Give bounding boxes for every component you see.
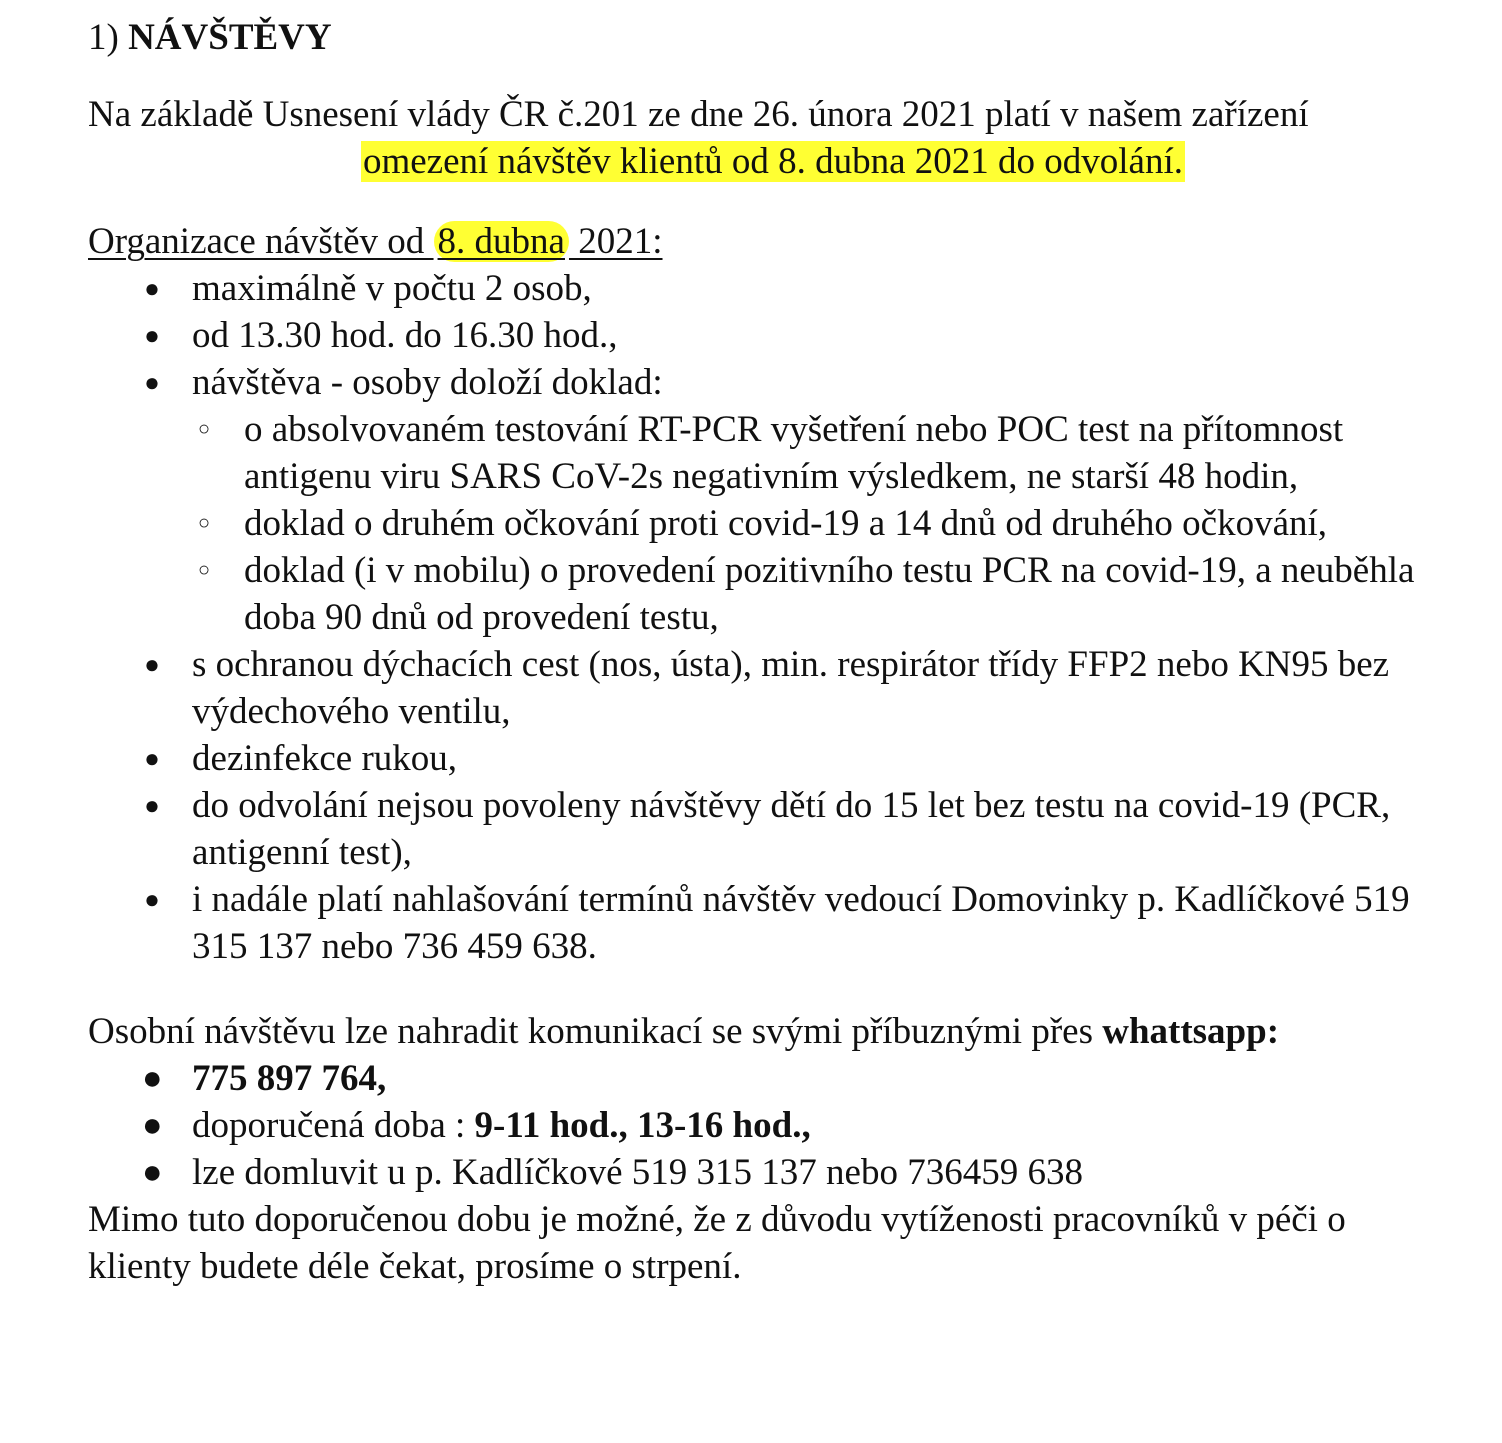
bullet-icon: ● (144, 321, 160, 350)
bullet-icon: ● (144, 744, 160, 773)
bullet-icon: ● (144, 274, 160, 303)
proof-sublist (192, 406, 1418, 641)
circle-bullet-icon: ○ (197, 512, 211, 534)
organization-suffix: 2021: (568, 221, 663, 262)
whatsapp-number: 775 897 764, (192, 1058, 387, 1099)
rule-text: i nadále platí nahlašování termínů návštěv vedoucí Domovinky p. Kadlíčkové 519 315 137 nebo 736 459 638. (192, 879, 1410, 967)
section-number: 1) (88, 17, 129, 58)
list-item (88, 312, 1418, 359)
recommended-time-label: doporučená doba : (192, 1105, 475, 1146)
list-item (192, 500, 1418, 547)
whatsapp-list (88, 1055, 1418, 1196)
bullet-icon: ● (144, 650, 160, 679)
list-item (88, 876, 1418, 970)
bullet-icon: ● (144, 791, 160, 820)
circle-bullet-icon: ○ (197, 418, 211, 440)
list-item (88, 265, 1418, 312)
list-item (88, 782, 1418, 876)
whatsapp-label: whattsapp: (1102, 1011, 1280, 1052)
document-page (88, 14, 1418, 1290)
list-item (88, 359, 1418, 641)
rule-text: návštěva - osoby doloží doklad: (192, 362, 663, 403)
recommended-time-value: 9-11 hod., 13-16 hod., (474, 1105, 811, 1146)
visit-rules-list (88, 265, 1418, 970)
section-heading (88, 14, 1418, 61)
arrange-text: lze domluvit u p. Kadlíčkové 519 315 137 nebo 736459 638 (192, 1152, 1083, 1193)
list-item (88, 1149, 1418, 1196)
rule-text: dezinfekce rukou, (192, 738, 458, 779)
proof-text: doklad (i v mobilu) o provedení pozitivního testu PCR na covid-19, a neuběhla doba 90 dnů od provedení testu, (244, 550, 1415, 638)
bullet-icon: ● (142, 1107, 163, 1144)
bullet-icon: ● (144, 885, 160, 914)
list-item (88, 1102, 1418, 1149)
bullet-icon: ● (142, 1154, 163, 1191)
list-item (88, 1055, 1418, 1102)
rule-text: maximálně v počtu 2 osob, (192, 268, 592, 309)
rule-text: od 13.30 hod. do 16.30 hod., (192, 315, 618, 356)
restriction-highlight: omezení návštěv klientů od 8. dubna 2021 do odvolání. (362, 141, 1184, 182)
list-item (192, 547, 1418, 641)
proof-text: o absolvovaném testování RT-PCR vyšetření nebo POC test na přítomnost antigenu viru SARS CoV-2s negativním výsledkem, ne starší 48 hodin, (244, 409, 1344, 497)
list-item (88, 641, 1418, 735)
list-item (88, 735, 1418, 782)
intro-highlight-line (88, 138, 1418, 185)
organization-date-highlight: 8. dubna (434, 221, 569, 262)
whatsapp-intro: Osobní návštěvu lze nahradit komunikací se svými příbuznými přes (88, 1011, 1103, 1052)
organization-heading (88, 218, 1418, 265)
bullet-icon: ● (144, 368, 160, 397)
circle-bullet-icon: ○ (197, 559, 211, 581)
intro-paragraph: Na základě Usnesení vlády ČR č.201 ze dne 26. února 2021 platí v našem zařízení (88, 94, 1309, 135)
whatsapp-paragraph (88, 1008, 1418, 1055)
list-item (192, 406, 1418, 500)
closing-paragraph: Mimo tuto doporučenou dobu je možné, že z důvodu vytíženosti pracovníků v péči o klienty budete déle čekat, prosíme o strpení. (88, 1199, 1346, 1287)
bullet-icon: ● (142, 1060, 163, 1097)
proof-text: doklad o druhém očkování proti covid-19 a 14 dnů od druhého očkování, (244, 503, 1328, 544)
rule-text: s ochranou dýchacích cest (nos, ústa), min. respirátor třídy FFP2 nebo KN95 bez výdechového ventilu, (192, 644, 1390, 732)
rule-text: do odvolání nejsou povoleny návštěvy dětí do 15 let bez testu na covid-19 (PCR, antigenní test), (192, 785, 1391, 873)
organization-prefix: Organizace návštěv od (88, 221, 434, 262)
section-title: NÁVŠTĚVY (128, 17, 332, 58)
